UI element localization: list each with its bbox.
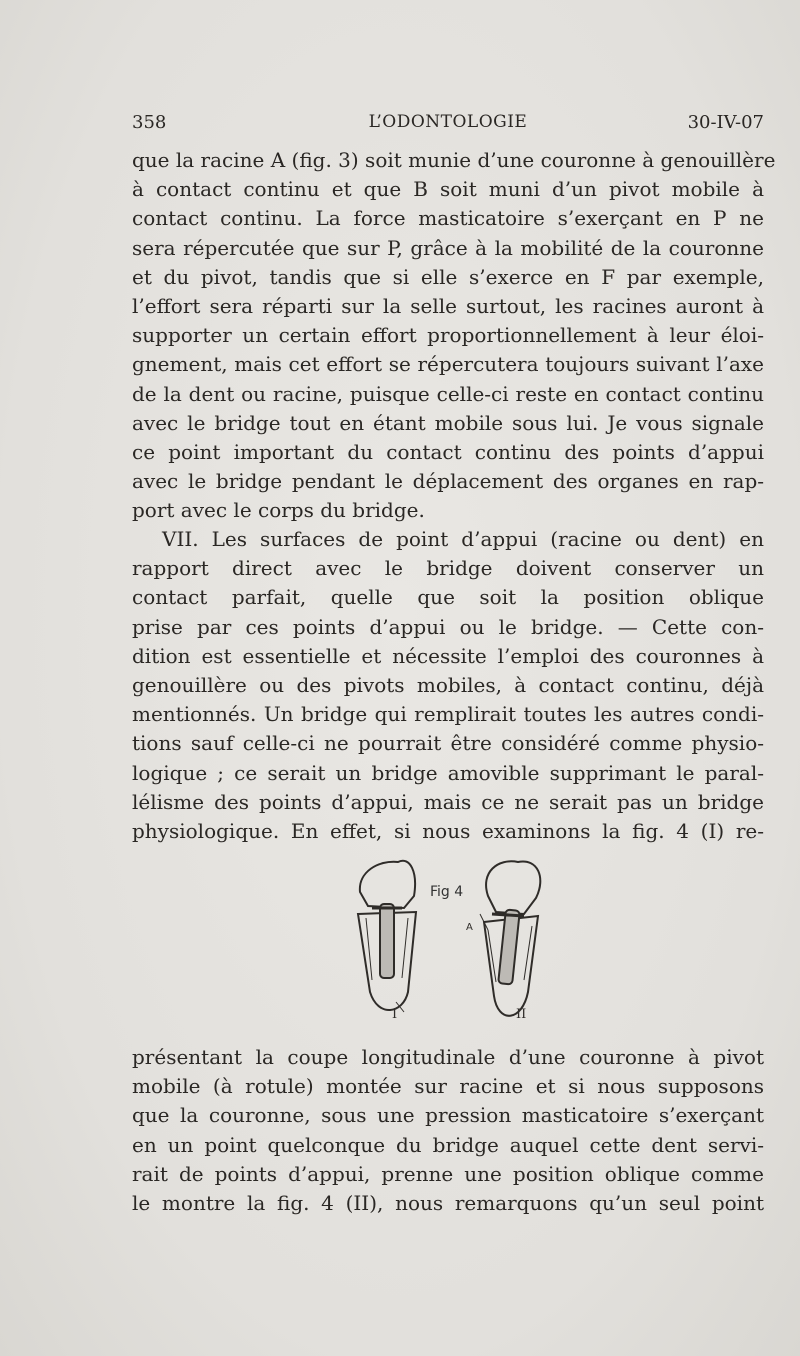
text-line: que la couronne, sous une pression masticatoire s’exerçant [132,1103,764,1128]
text-line: mentionnés. Un bridge qui remplirait toutes les autres condi- [132,702,764,727]
text-line: le montre la fig. 4 (II), nous remarquons qu’un seul point [132,1190,764,1215]
journal-title: L’ODONTOLOGIE [368,112,528,132]
text-line: physiologique. En effet, si nous examinons la fig. 4 (I) re- [132,818,764,843]
text-line: avec le bridge tout en étant mobile sous lui. Je vous signale [132,410,764,435]
page-number: 358 [132,112,167,133]
label-a: A [466,922,473,933]
paragraph-3 [132,1043,764,1218]
text-line: de la dent ou racine, puisque celle-ci reste en contact continu [132,381,764,406]
figure-caption: Fig 4 [430,884,464,900]
text-line: gnement, mais cet effort se répercutera toujours suivant l’axe [132,352,764,377]
crown-outline-i [360,861,415,908]
text-line: genouillère ou des pivots mobiles, à contact continu, déjà [132,672,764,697]
label-i: I [392,1007,398,1022]
text-line: à contact continu et que B soit muni d’un pivot mobile à [132,177,764,202]
running-header [132,112,764,140]
text-line: contact continu. La force masticatoire s’exerçant en P ne [132,206,764,231]
pivot-i [380,904,394,978]
text-line: en un point quelconque du bridge auquel cette dent servi- [132,1132,764,1157]
text-line: logique ; ce serait un bridge amovible supprimant le paral- [132,760,764,785]
issue-date: 30-IV-07 [687,112,764,133]
paragraph-2 [132,525,764,846]
paragraph-1 [132,146,776,525]
text-line: que la racine A (fig. 3) soit munie d’une couronne à genouillère [132,148,776,172]
text-line: prise par ces points d’appui ou le bridge. — Cette con- [132,614,764,639]
crown-outline-ii [486,861,540,914]
label-ii: II [516,1007,527,1022]
text-line: VII. Les surfaces de point d’appui (racine ou dent) en [162,527,764,551]
text-line: supporter un certain effort proportionnellement à leur éloi- [132,323,764,348]
text-line: contact parfait, quelle que soit la position oblique [132,585,764,610]
text-line: dition est essentielle et nécessite l’emploi des couronnes à [132,643,764,668]
text-line: avec le bridge pendant le déplacement des organes en rap- [132,469,764,494]
text-line: ce point important du contact continu des points d’appui [132,439,764,464]
text-line: présentant la coupe longitudinale d’une couronne à pivot [132,1045,764,1069]
text-line: lélisme des points d’appui, mais ce ne serait pas un bridge [132,789,764,814]
text-line: rapport direct avec le bridge doivent conserver un [132,556,764,581]
tooth-crown-figure [348,852,558,1032]
text-line: tions sauf celle-ci ne pourrait être considéré comme physio- [132,731,764,756]
text-line: et du pivot, tandis que si elle s’exerce en F par exemple, [132,264,764,289]
text-line: rait de points d’appui, prenne une position oblique comme [132,1161,764,1186]
text-line: l’effort sera réparti sur la selle surtout, les racines auront à [132,293,764,318]
text-line: sera répercutée que sur P, grâce à la mobilité de la couronne [132,235,764,260]
text-line: port avec le corps du bridge. [132,498,425,523]
text-line: mobile (à rotule) montée sur racine et si nous supposons [132,1074,764,1099]
